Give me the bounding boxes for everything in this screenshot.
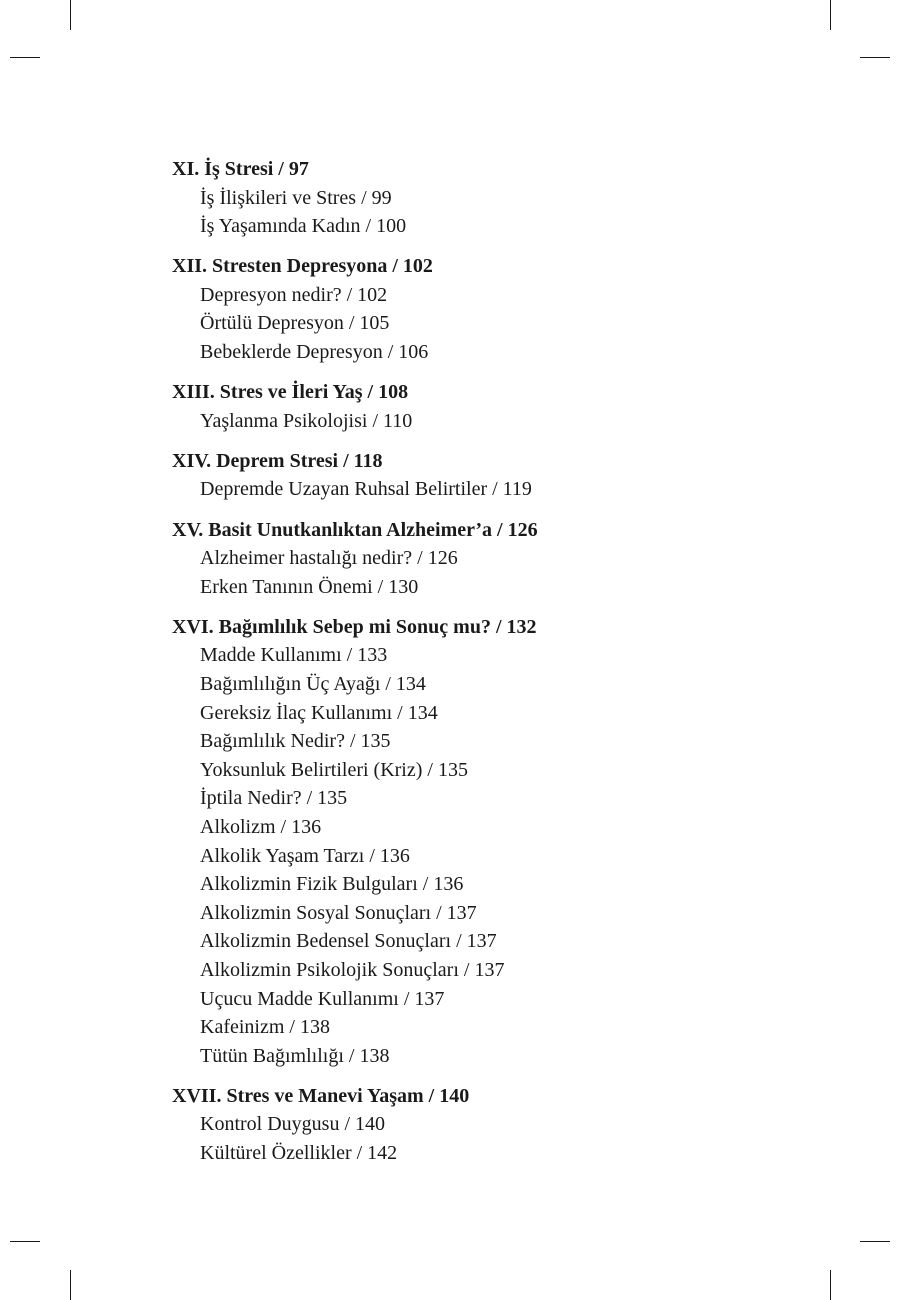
toc-entry: Madde Kullanımı / 133: [200, 644, 388, 667]
crop-mark-right-top: [860, 57, 890, 58]
toc-entry: İptila Nedir? / 135: [200, 787, 348, 810]
toc-entry: Alkolizmin Bedensel Sonuçları / 137: [200, 930, 497, 953]
chapter-title: XVII. Stres ve Manevi Yaşam / 140: [172, 1084, 470, 1107]
toc-entry: Alzheimer hastalığı nedir? / 126: [200, 547, 458, 570]
toc-entry: Depremde Uzayan Ruhsal Belirtiler / 119: [200, 478, 532, 501]
toc-entry: Kontrol Duygusu / 140: [200, 1113, 385, 1136]
crop-mark-bottom-right: [830, 1270, 831, 1300]
toc-entry: Kafeinizm / 138: [200, 1016, 330, 1039]
chapter-title: XVI. Bağımlılık Sebep mi Sonuç mu? / 132: [172, 615, 537, 638]
toc-entry: Alkolik Yaşam Tarzı / 136: [200, 844, 410, 867]
toc-entry: İş İlişkileri ve Stres / 99: [200, 186, 392, 209]
chapter-section: [172, 516, 872, 602]
chapter-title: XIII. Stres ve İleri Yaş / 108: [172, 381, 409, 404]
toc-entry: Bağımlılığın Üç Ayağı / 134: [200, 673, 426, 695]
toc-entry: Kültürel Özellikler / 142: [200, 1142, 398, 1164]
toc-entry: Alkolizmin Psikolojik Sonuçları / 137: [200, 958, 505, 981]
toc-entry: Alkolizmin Fizik Bulguları / 136: [200, 873, 464, 896]
toc-entry: Yaşlanma Psikolojisi / 110: [200, 409, 413, 432]
chapter-section: [172, 252, 872, 366]
toc-entry: Tütün Bağımlılığı / 138: [200, 1044, 390, 1067]
chapter-section: [172, 613, 872, 1071]
chapter-section: [172, 1082, 872, 1168]
chapter-title: XV. Basit Unutkanlıktan Alzheimer’a / 126: [172, 518, 538, 541]
toc-entry: Uçucu Madde Kullanımı / 137: [200, 987, 445, 1010]
toc-entry: Yoksunluk Belirtileri (Kriz) / 135: [200, 758, 468, 781]
crop-mark-right-bottom: [860, 1241, 890, 1242]
chapter-title: XI. İş Stresi / 97: [172, 158, 309, 180]
toc-entry: Bebeklerde Depresyon / 106: [200, 341, 429, 364]
toc-entry: Alkolizmin Sosyal Sonuçları / 137: [200, 901, 477, 924]
crop-mark-top-right: [830, 0, 831, 30]
crop-mark-left-bottom: [10, 1241, 40, 1242]
chapter-title: XIV. Deprem Stresi / 118: [172, 449, 383, 472]
toc-entry: Bağımlılık Nedir? / 135: [200, 730, 391, 753]
crop-mark-bottom-left: [70, 1270, 71, 1300]
crop-mark-left-top: [10, 57, 40, 58]
toc-entry: Gereksiz İlaç Kullanımı / 134: [200, 701, 438, 724]
toc-entry: Alkolizm / 136: [200, 815, 322, 838]
crop-mark-top-left: [70, 0, 71, 30]
toc-entry: İş Yaşamında Kadın / 100: [200, 215, 407, 238]
toc-entry: Örtülü Depresyon / 105: [200, 312, 390, 335]
table-of-contents: [172, 155, 872, 1179]
chapter-section: [172, 447, 872, 504]
toc-entry: Depresyon nedir? / 102: [200, 283, 388, 306]
chapter-section: [172, 378, 872, 435]
chapter-title: XII. Stresten Depresyona / 102: [172, 255, 433, 278]
chapter-section: [172, 155, 872, 241]
toc-entry: Erken Tanının Önemi / 130: [200, 575, 419, 598]
